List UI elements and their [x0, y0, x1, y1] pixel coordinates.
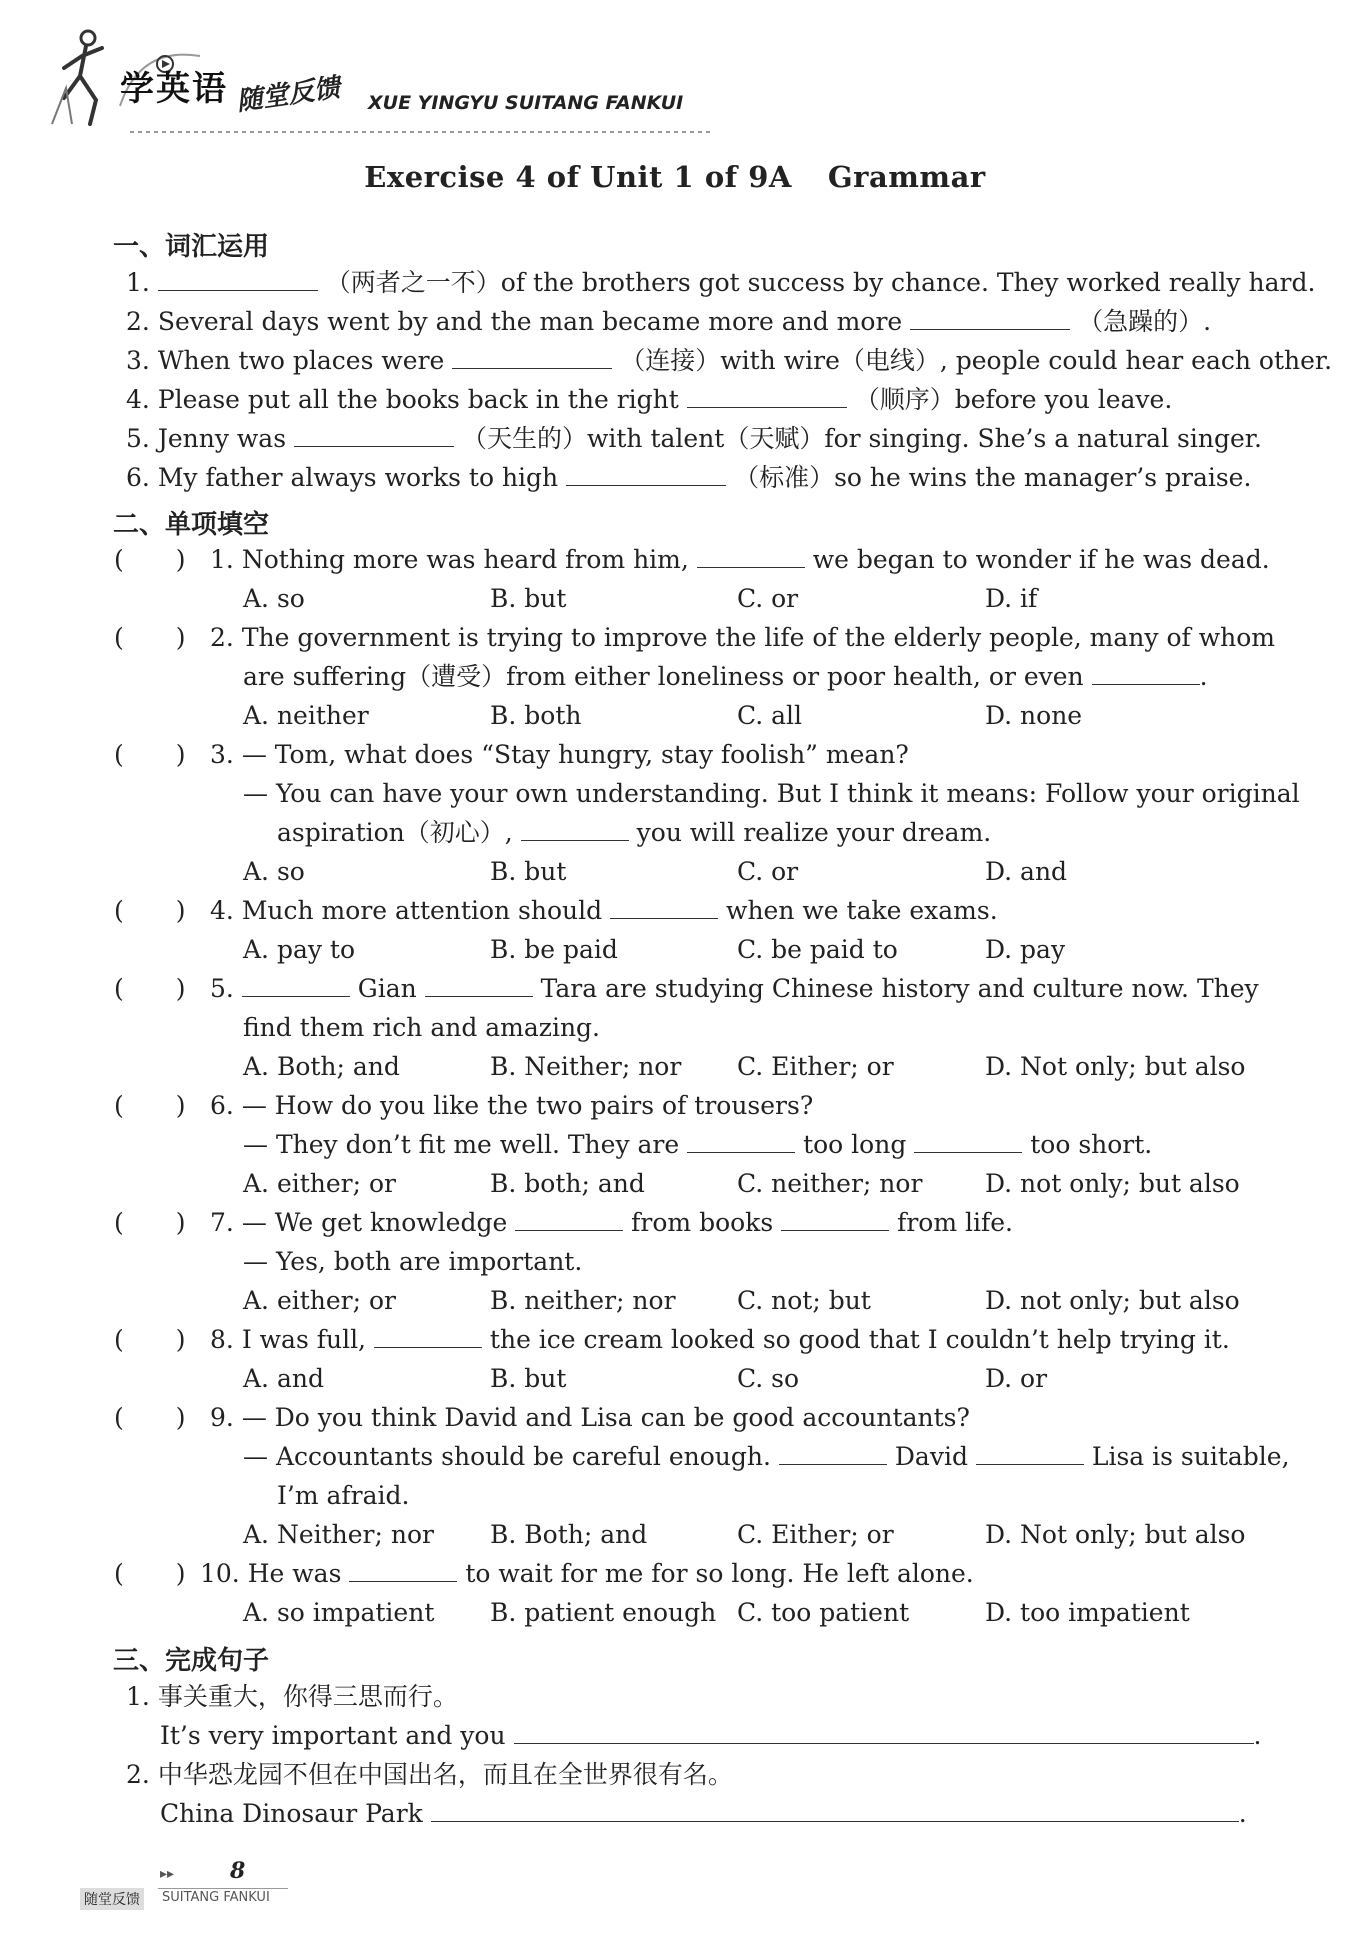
- section-heading-choice: 二、单项填空: [113, 510, 270, 540]
- answer-blank[interactable]: [687, 383, 847, 408]
- answer-bracket[interactable]: ( ): [114, 1403, 186, 1432]
- vocab-item-4: 4. Please put all the books back in the right （顺序）before you leave.: [126, 385, 1173, 414]
- header-cn-subtitle: 随堂反馈: [234, 72, 342, 118]
- question-7-line-2: — Yes, both are important.: [243, 1247, 583, 1276]
- answer-blank[interactable]: [914, 1128, 1022, 1153]
- option-b[interactable]: B. Neither; nor: [490, 1052, 682, 1081]
- header-cn-title: 学英语: [120, 69, 228, 109]
- answer-blank[interactable]: [976, 1440, 1084, 1465]
- question-3-line-3: aspiration（初心）, you will realize your dream.: [277, 818, 992, 847]
- answer-bracket[interactable]: ( ): [114, 740, 186, 769]
- double-arrow-icon: ▸▸: [160, 1866, 175, 1882]
- page-number: 8: [230, 1858, 246, 1884]
- sentence-1-chinese: 1. 事关重大，你得三思而行。: [126, 1682, 458, 1711]
- question-4: 4. Much more attention should when we take exams.: [210, 896, 998, 925]
- option-b[interactable]: B. Both; and: [490, 1520, 648, 1549]
- sentence-2-english: China Dinosaur Park .: [160, 1799, 1247, 1828]
- answer-blank[interactable]: [566, 461, 726, 486]
- option-d[interactable]: D. too impatient: [985, 1598, 1190, 1627]
- answer-blank[interactable]: [610, 894, 718, 919]
- question-7: 7. — We get knowledge from books from life.: [210, 1208, 1013, 1237]
- option-b[interactable]: B. be paid: [490, 935, 618, 964]
- option-a[interactable]: A. Both; and: [243, 1052, 400, 1081]
- question-9: 9. — Do you think David and Lisa can be good accountants?: [210, 1403, 970, 1432]
- option-b[interactable]: B. both: [490, 701, 582, 730]
- answer-blank[interactable]: [515, 1206, 623, 1231]
- answer-bracket[interactable]: ( ): [114, 974, 186, 1003]
- answer-blank[interactable]: [779, 1440, 887, 1465]
- option-d[interactable]: D. not only; but also: [985, 1169, 1240, 1198]
- option-c[interactable]: C. too patient: [737, 1598, 910, 1627]
- question-9-line-2: — Accountants should be careful enough. David Lisa is suitable,: [243, 1442, 1290, 1471]
- answer-blank[interactable]: [1092, 660, 1200, 685]
- option-b[interactable]: B. but: [490, 857, 567, 886]
- header-logo: [50, 28, 690, 138]
- section-heading-sentences: 三、完成句子: [113, 1646, 270, 1676]
- answer-blank[interactable]: [452, 344, 612, 369]
- option-c[interactable]: C. be paid to: [737, 935, 898, 964]
- answer-blank[interactable]: [781, 1206, 889, 1231]
- option-c[interactable]: C. Either; or: [737, 1520, 894, 1549]
- question-6-line-2: — They don’t fit me well. They are too long too short.: [243, 1130, 1153, 1159]
- answer-bracket[interactable]: ( ): [114, 1559, 186, 1588]
- vocab-item-1: 1. （两者之一不）of the brothers got success by chance. They worked really hard.: [126, 268, 1316, 297]
- option-b[interactable]: B. but: [490, 584, 567, 613]
- option-c[interactable]: C. or: [737, 857, 799, 886]
- option-c[interactable]: C. all: [737, 701, 803, 730]
- question-2: 2. The government is trying to improve the life of the elderly people, many of whom: [210, 623, 1275, 652]
- option-c[interactable]: C. not; but: [737, 1286, 871, 1315]
- vocab-item-2: 2. Several days went by and the man became more and more （急躁的）.: [126, 307, 1212, 336]
- answer-blank[interactable]: [349, 1557, 457, 1582]
- option-a[interactable]: A. neither: [243, 701, 369, 730]
- option-c[interactable]: C. Either; or: [737, 1052, 894, 1081]
- answer-bracket[interactable]: ( ): [114, 896, 186, 925]
- option-a[interactable]: A. and: [243, 1364, 324, 1393]
- option-d[interactable]: D. not only; but also: [985, 1286, 1240, 1315]
- question-2-line-2: are suffering（遭受）from either loneliness or poor health, or even .: [243, 662, 1208, 691]
- answer-bracket[interactable]: ( ): [114, 1208, 186, 1237]
- option-a[interactable]: A. so impatient: [243, 1598, 435, 1627]
- answer-blank[interactable]: [158, 266, 318, 291]
- option-b[interactable]: B. but: [490, 1364, 567, 1393]
- answer-line[interactable]: [431, 1797, 1239, 1822]
- option-a[interactable]: A. Neither; nor: [243, 1520, 434, 1549]
- answer-blank[interactable]: [425, 972, 533, 997]
- vocab-item-3: 3. When two places were （连接）with wire（电线）, people could hear each other.: [126, 346, 1333, 375]
- option-c[interactable]: C. neither; nor: [737, 1169, 923, 1198]
- option-a[interactable]: A. either; or: [243, 1169, 397, 1198]
- answer-blank[interactable]: [374, 1323, 482, 1348]
- option-d[interactable]: D. if: [985, 584, 1038, 613]
- option-d[interactable]: D. none: [985, 701, 1083, 730]
- question-6: 6. — How do you like the two pairs of trousers?: [210, 1091, 814, 1120]
- footer-cn-label: 随堂反馈: [80, 1888, 144, 1910]
- answer-blank[interactable]: [687, 1128, 795, 1153]
- page-footer: [80, 1850, 300, 1920]
- answer-bracket[interactable]: ( ): [114, 623, 186, 652]
- page-title: [0, 160, 1350, 194]
- answer-blank[interactable]: [242, 972, 350, 997]
- option-a[interactable]: A. either; or: [243, 1286, 397, 1315]
- answer-bracket[interactable]: ( ): [114, 1091, 186, 1120]
- option-a[interactable]: A. so: [243, 584, 305, 613]
- option-d[interactable]: D. or: [985, 1364, 1048, 1393]
- title-topic: Grammar: [827, 160, 986, 194]
- question-5: 5. Gian Tara are studying Chinese history and culture now. They: [210, 974, 1259, 1003]
- question-3: 3. — Tom, what does “Stay hungry, stay foolish” mean?: [210, 740, 909, 769]
- vocab-item-5: 5. Jenny was （天生的）with talent（天赋）for singing. She’s a natural singer.: [126, 424, 1262, 453]
- answer-bracket[interactable]: ( ): [114, 1325, 186, 1354]
- sentence-1-english: It’s very important and you .: [160, 1721, 1262, 1750]
- header-en-subtitle: XUE YINGYU SUITANG FANKUI: [368, 92, 684, 114]
- option-c[interactable]: C. or: [737, 584, 799, 613]
- question-1: 1. Nothing more was heard from him, we began to wonder if he was dead.: [210, 545, 1270, 574]
- footer-en-label: SUITANG FANKUI: [162, 1890, 270, 1905]
- option-b[interactable]: B. patient enough: [490, 1598, 717, 1627]
- option-c[interactable]: C. so: [737, 1364, 800, 1393]
- sentence-2-chinese: 2. 中华恐龙园不但在中国出名，而且在全世界很有名。: [126, 1760, 733, 1789]
- answer-blank[interactable]: [294, 422, 454, 447]
- option-d[interactable]: D. Not only; but also: [985, 1052, 1246, 1081]
- option-a[interactable]: A. pay to: [243, 935, 356, 964]
- answer-blank[interactable]: [910, 305, 1070, 330]
- question-3-line-2: — You can have your own understanding. But I think it means: Follow your original: [243, 779, 1300, 808]
- option-b[interactable]: B. both; and: [490, 1169, 645, 1198]
- question-8: 8. I was full, the ice cream looked so good that I couldn’t help trying it.: [210, 1325, 1230, 1354]
- vocab-item-6: 6. My father always works to high （标准）so he wins the manager’s praise.: [126, 463, 1252, 492]
- question-10: 10. He was to wait for me for so long. He left alone.: [200, 1559, 974, 1588]
- answer-bracket[interactable]: ( ): [114, 545, 186, 574]
- title-exercise: Exercise 4 of Unit 1 of 9A: [364, 160, 792, 194]
- footer-divider: [158, 1888, 288, 1889]
- option-d[interactable]: D. and: [985, 857, 1068, 886]
- option-b[interactable]: B. neither; nor: [490, 1286, 676, 1315]
- answer-blank[interactable]: [521, 816, 629, 841]
- question-9-line-3: I’m afraid.: [277, 1481, 410, 1510]
- option-d[interactable]: D. pay: [985, 935, 1066, 964]
- answer-line[interactable]: [514, 1719, 1254, 1744]
- question-5-line-2: find them rich and amazing.: [243, 1013, 601, 1042]
- answer-blank[interactable]: [697, 543, 805, 568]
- section-heading-vocab: 一、词汇运用: [113, 232, 270, 262]
- option-a[interactable]: A. so: [243, 857, 305, 886]
- option-d[interactable]: D. Not only; but also: [985, 1520, 1246, 1549]
